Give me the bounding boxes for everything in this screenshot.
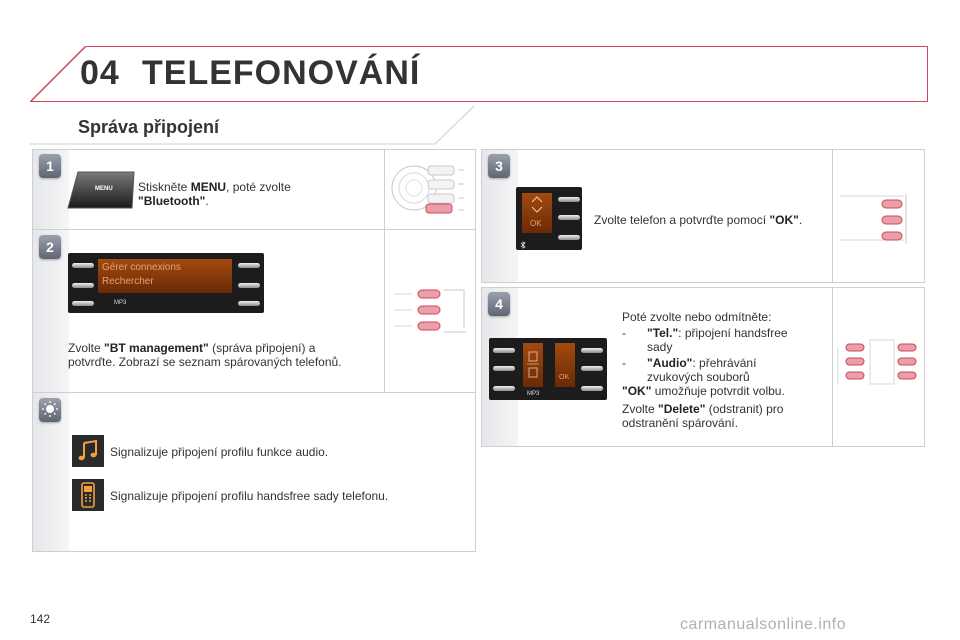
step-4-delete-text: Zvolte "Delete" (odstranit) pro odstranění spárování. — [622, 402, 784, 430]
phone-icon — [72, 479, 104, 511]
step-2-display — [68, 253, 264, 313]
lightbulb-icon — [39, 398, 61, 422]
chapter-number: 04 — [80, 54, 120, 92]
audio-profile-icon — [72, 435, 104, 467]
step-2-text: Zvolte "BT management" (správa připojení) a potvrďte. Zobrazí se seznam spárovaných telefonů. — [68, 341, 342, 369]
step-3-badge: 3 — [488, 154, 510, 178]
step-4-item-tel-text: "Tel.": připojení handsfree sady — [647, 326, 788, 354]
step-2-badge: 2 — [39, 235, 61, 259]
control-panel-illustration — [390, 158, 472, 224]
header-bottom-line — [30, 101, 90, 103]
display-ok-step-4: OK — [559, 374, 570, 381]
step-2-button-illustration — [390, 284, 472, 340]
display-ok: OK — [530, 219, 542, 228]
menu-button-label: MENU — [95, 186, 113, 192]
display-mp3-label: MP3 — [114, 300, 127, 306]
step-4-button-illustration — [836, 334, 924, 398]
display-line-1: Gérer connexions — [102, 262, 181, 273]
bluetooth-icon — [520, 241, 526, 249]
page-number: 142 — [30, 612, 51, 626]
step-4-item-audio: - — [622, 356, 626, 370]
step-4-item-audio-text: "Audio": přehrávání zvukových souborů — [647, 356, 757, 384]
display-line-2: Rechercher — [102, 276, 154, 287]
step-4-ok-text: "OK" umožňuje potvrdit volbu. — [622, 384, 785, 398]
audio-profile-text: Signalizuje připojení profilu funkce audio. — [110, 445, 329, 459]
step-1-badge: 1 — [39, 154, 61, 178]
step-3-display — [516, 187, 582, 250]
section-title: Správa připojení — [78, 117, 220, 137]
step-4-item-tel: - — [622, 326, 626, 340]
step-4-display — [489, 338, 607, 400]
step-4-intro: Poté zvolte nebo odmítněte: — [622, 310, 772, 324]
tip-icon-badge — [39, 398, 61, 422]
handsfree-profile-text: Signalizuje připojení profilu handsfree sady telefonu. — [110, 489, 389, 503]
watermark: carmanualsonline.info — [680, 616, 847, 633]
handsfree-profile-icon — [72, 479, 104, 511]
display-mp3-label-step-4: MP3 — [527, 391, 540, 397]
music-note-icon — [72, 435, 104, 467]
chapter-title: TELEFONOVÁNÍ — [142, 54, 421, 92]
step-3-text: Zvolte telefon a potvrďte pomocí "OK". — [594, 213, 803, 227]
step-4-badge: 4 — [488, 292, 510, 316]
step-3-button-illustration — [838, 192, 920, 248]
step-1-text: Stiskněte MENU, poté zvolte "Bluetooth". — [138, 180, 291, 208]
left-panel-shade — [33, 150, 69, 551]
